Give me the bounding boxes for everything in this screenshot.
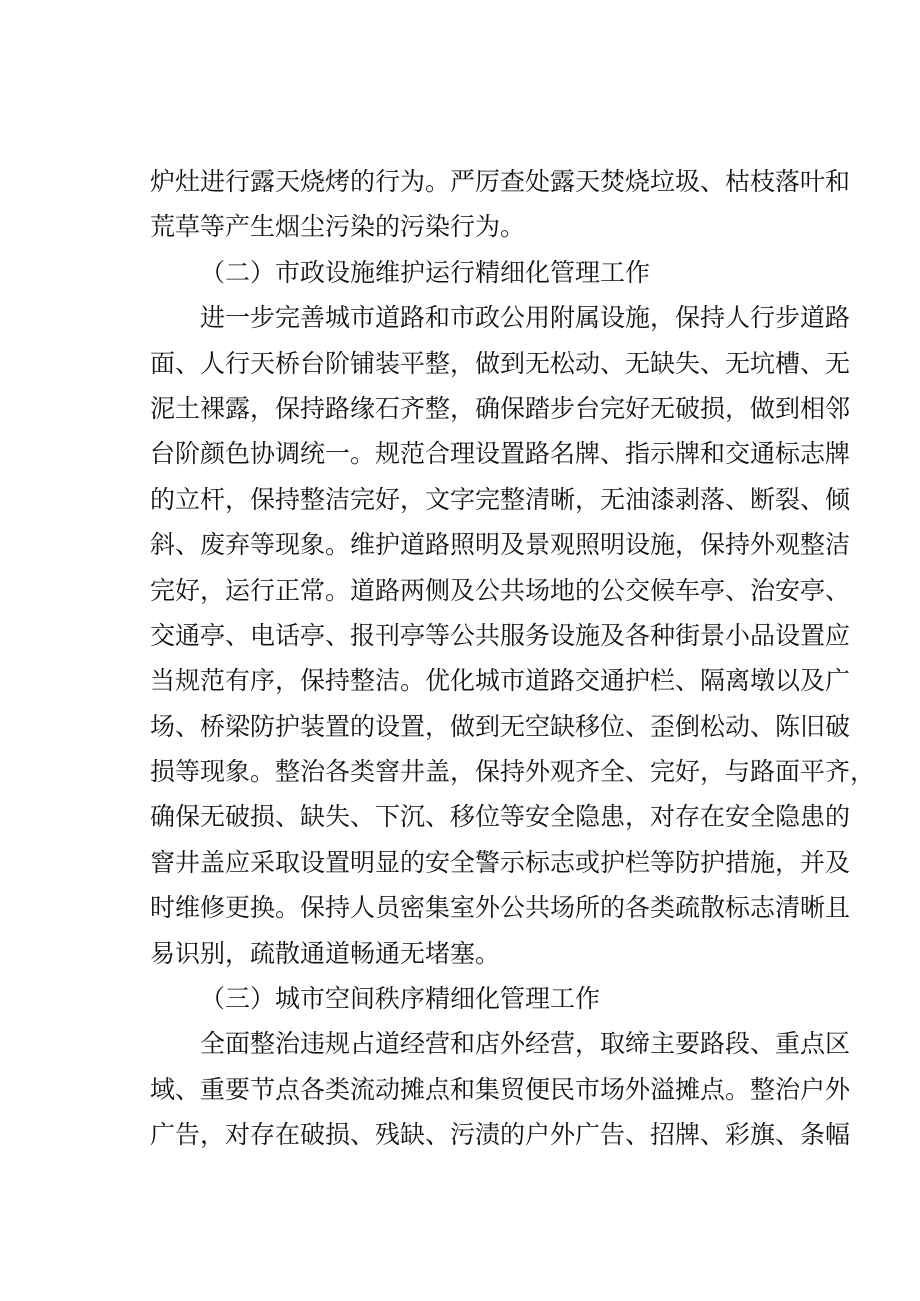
text-line: 场、桥梁防护装置的设置，做到无空缺移位、歪倒松动、陈旧破 bbox=[150, 711, 851, 741]
text-line: 台阶颜色协调统一。规范合理设置路名牌、指示牌和交通标志牌 bbox=[150, 439, 851, 469]
text-line: 进一步完善城市道路和市政公用附属设施，保持人行步道路 bbox=[200, 303, 851, 333]
section-heading-municipal-facilities: （二）市政设施维护运行精细化管理工作 bbox=[200, 257, 651, 287]
text-line: 荒草等产生烟尘污染的污染行为。 bbox=[150, 212, 526, 242]
paragraph-municipal-facilities bbox=[150, 295, 876, 976]
text-line: 域、重要节点各类流动摊点和集贸便民市场外溢摊点。整治户外 bbox=[150, 1074, 851, 1104]
text-line: 交通亭、电话亭、报刊亭等公共服务设施及各种街景小品设置应 bbox=[150, 620, 851, 650]
document-body bbox=[150, 159, 876, 1158]
text-line: 时维修更换。保持人员密集室外公共场所的各类疏散标志清晰且 bbox=[150, 893, 851, 923]
text-line: 损等现象。整治各类窨井盖，保持外观齐全、完好，与路面平齐， bbox=[150, 757, 876, 787]
text-line: 完好，运行正常。道路两侧及公共场地的公交候车亭、治安亭、 bbox=[150, 575, 851, 605]
text-line: 当规范有序，保持整洁。优化城市道路交通护栏、隔离墩以及广 bbox=[150, 666, 851, 696]
text-line: 广告，对存在破损、残缺、污渍的户外广告、招牌、彩旗、条幅 bbox=[150, 1120, 851, 1150]
text-line: 确保无破损、缺失、下沉、移位等安全隐患，对存在安全隐患的 bbox=[150, 802, 851, 832]
text-line: 窨井盖应采取设置明显的安全警示标志或护栏等防护措施，并及 bbox=[150, 847, 851, 877]
text-line: 易识别，疏散通道畅通无堵塞。 bbox=[150, 938, 501, 968]
text-line: 的立杆，保持整洁完好，文字完整清晰，无油漆剥落、断裂、倾 bbox=[150, 484, 851, 514]
text-line: 面、人行天桥台阶铺装平整，做到无松动、无缺失、无坑槽、无 bbox=[150, 348, 851, 378]
text-line: 斜、废弃等现象。维护道路照明及景观照明设施，保持外观整洁 bbox=[150, 530, 851, 560]
text-line: 全面整治违规占道经营和店外经营，取缔主要路段、重点区 bbox=[200, 1029, 851, 1059]
text-line: 泥土裸露，保持路缘石齐整，确保踏步台完好无破损，做到相邻 bbox=[150, 393, 851, 423]
paragraph-outdoor-burning bbox=[150, 159, 851, 250]
paragraph-urban-space-order bbox=[150, 1021, 851, 1157]
section-heading-urban-space-order: （三）城市空间秩序精细化管理工作 bbox=[200, 984, 601, 1014]
text-line: 炉灶进行露天烧烤的行为。严厉查处露天焚烧垃圾、枯枝落叶和 bbox=[150, 167, 851, 196]
